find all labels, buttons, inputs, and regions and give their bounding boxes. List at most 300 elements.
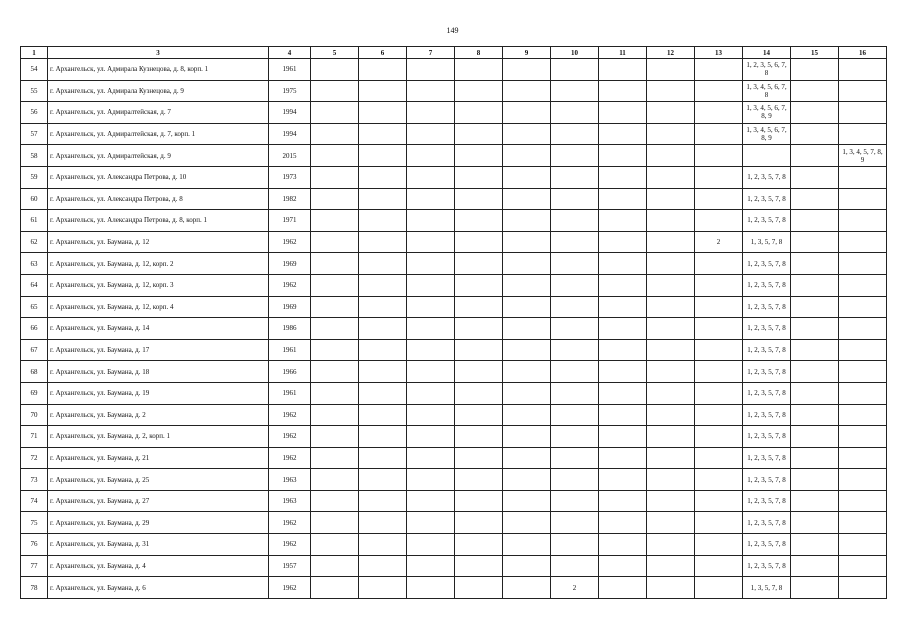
- cell-col-10: [551, 274, 599, 296]
- cell-col-15: [791, 296, 839, 318]
- cell-col-12: [647, 490, 695, 512]
- column-header-6: 6: [359, 47, 407, 59]
- cell-col-8: [455, 123, 503, 145]
- cell-col-6: [359, 469, 407, 491]
- cell-col-6: [359, 426, 407, 448]
- cell-col-16: [839, 577, 887, 599]
- column-header-16: 16: [839, 47, 887, 59]
- cell-col-11: [599, 426, 647, 448]
- cell-col-14: 1, 2, 3, 5, 7, 8: [743, 210, 791, 232]
- cell-row-number: 55: [21, 80, 48, 102]
- cell-col-6: [359, 296, 407, 318]
- cell-col-15: [791, 382, 839, 404]
- cell-col-13: [695, 577, 743, 599]
- cell-col-12: [647, 555, 695, 577]
- cell-col-11: [599, 339, 647, 361]
- cell-col-5: [311, 210, 359, 232]
- column-header-11: 11: [599, 47, 647, 59]
- cell-col-5: [311, 166, 359, 188]
- cell-col-11: [599, 80, 647, 102]
- cell-col-6: [359, 274, 407, 296]
- cell-col-9: [503, 145, 551, 167]
- cell-col-7: [407, 145, 455, 167]
- column-header-1: 1: [21, 47, 48, 59]
- cell-year: 1986: [269, 318, 311, 340]
- cell-col-13: 2: [695, 231, 743, 253]
- cell-col-12: [647, 166, 695, 188]
- cell-col-14: 1, 2, 3, 5, 7, 8: [743, 296, 791, 318]
- cell-col-16: [839, 469, 887, 491]
- cell-col-6: [359, 59, 407, 81]
- cell-col-12: [647, 123, 695, 145]
- cell-col-10: [551, 253, 599, 275]
- cell-col-12: [647, 296, 695, 318]
- cell-col-10: [551, 555, 599, 577]
- cell-col-10: [551, 231, 599, 253]
- cell-col-14: 1, 2, 3, 5, 7, 8: [743, 490, 791, 512]
- cell-col-15: [791, 426, 839, 448]
- cell-col-13: [695, 59, 743, 81]
- cell-col-14: 1, 2, 3, 5, 7, 8: [743, 534, 791, 556]
- cell-col-5: [311, 59, 359, 81]
- cell-col-6: [359, 102, 407, 124]
- cell-col-13: [695, 339, 743, 361]
- cell-col-5: [311, 361, 359, 383]
- cell-col-16: [839, 80, 887, 102]
- cell-address: г. Архангельск, ул. Адмиралтейская, д. 7, корп. 1: [48, 123, 269, 145]
- cell-col-12: [647, 447, 695, 469]
- cell-row-number: 65: [21, 296, 48, 318]
- cell-col-13: [695, 318, 743, 340]
- table-row: [21, 534, 887, 556]
- cell-col-8: [455, 59, 503, 81]
- cell-col-15: [791, 80, 839, 102]
- cell-col-11: [599, 188, 647, 210]
- cell-col-8: [455, 469, 503, 491]
- cell-col-8: [455, 577, 503, 599]
- cell-col-11: [599, 469, 647, 491]
- cell-col-16: [839, 490, 887, 512]
- cell-col-12: [647, 512, 695, 534]
- cell-col-9: [503, 210, 551, 232]
- cell-col-12: [647, 274, 695, 296]
- cell-col-6: [359, 318, 407, 340]
- table-row: [21, 490, 887, 512]
- table-row: [21, 253, 887, 275]
- cell-col-13: [695, 210, 743, 232]
- cell-col-13: [695, 123, 743, 145]
- cell-col-9: [503, 102, 551, 124]
- cell-col-15: [791, 102, 839, 124]
- cell-col-5: [311, 555, 359, 577]
- column-header-7: 7: [407, 47, 455, 59]
- cell-year: 2015: [269, 145, 311, 167]
- cell-col-10: [551, 296, 599, 318]
- cell-col-5: [311, 296, 359, 318]
- cell-col-7: [407, 577, 455, 599]
- cell-col-9: [503, 447, 551, 469]
- cell-col-10: [551, 210, 599, 232]
- cell-col-12: [647, 102, 695, 124]
- cell-col-15: [791, 512, 839, 534]
- cell-col-7: [407, 404, 455, 426]
- cell-col-5: [311, 382, 359, 404]
- cell-row-number: 76: [21, 534, 48, 556]
- column-header-14: 14: [743, 47, 791, 59]
- cell-col-15: [791, 339, 839, 361]
- table-row: [21, 404, 887, 426]
- cell-col-12: [647, 188, 695, 210]
- cell-year: 1994: [269, 102, 311, 124]
- cell-address: г. Архангельск, ул. Баумана, д. 14: [48, 318, 269, 340]
- cell-col-13: [695, 296, 743, 318]
- cell-address: г. Архангельск, ул. Александра Петрова, д. 8: [48, 188, 269, 210]
- cell-col-9: [503, 555, 551, 577]
- cell-col-14: 1, 2, 3, 5, 7, 8: [743, 404, 791, 426]
- cell-col-15: [791, 447, 839, 469]
- cell-col-7: [407, 210, 455, 232]
- cell-col-12: [647, 534, 695, 556]
- cell-col-14: 1, 2, 3, 5, 6, 7, 8: [743, 59, 791, 81]
- table-row: [21, 123, 887, 145]
- cell-col-16: [839, 512, 887, 534]
- cell-col-9: [503, 274, 551, 296]
- cell-col-10: [551, 59, 599, 81]
- cell-col-6: [359, 361, 407, 383]
- cell-year: 1962: [269, 512, 311, 534]
- cell-col-13: [695, 555, 743, 577]
- table-row: [21, 555, 887, 577]
- cell-col-9: [503, 339, 551, 361]
- cell-col-10: [551, 80, 599, 102]
- table-row: [21, 166, 887, 188]
- table-row: [21, 102, 887, 124]
- cell-col-8: [455, 210, 503, 232]
- cell-address: г. Архангельск, ул. Александра Петрова, д. 8, корп. 1: [48, 210, 269, 232]
- cell-col-12: [647, 210, 695, 232]
- cell-col-9: [503, 231, 551, 253]
- cell-address: г. Архангельск, ул. Адмиралтейская, д. 7: [48, 102, 269, 124]
- cell-year: 1969: [269, 296, 311, 318]
- cell-col-9: [503, 404, 551, 426]
- column-header-3: 3: [48, 47, 269, 59]
- cell-col-11: [599, 447, 647, 469]
- cell-col-7: [407, 274, 455, 296]
- cell-year: 1961: [269, 59, 311, 81]
- cell-row-number: 72: [21, 447, 48, 469]
- cell-col-7: [407, 469, 455, 491]
- table-row: [21, 339, 887, 361]
- cell-year: 1957: [269, 555, 311, 577]
- cell-col-5: [311, 490, 359, 512]
- cell-col-5: [311, 188, 359, 210]
- cell-col-8: [455, 426, 503, 448]
- cell-address: г. Архангельск, ул. Баумана, д. 2: [48, 404, 269, 426]
- cell-year: 1975: [269, 80, 311, 102]
- cell-col-10: [551, 339, 599, 361]
- cell-col-6: [359, 210, 407, 232]
- cell-col-14: 1, 2, 3, 5, 7, 8: [743, 447, 791, 469]
- cell-col-10: [551, 145, 599, 167]
- cell-col-16: [839, 210, 887, 232]
- cell-col-11: [599, 253, 647, 275]
- cell-col-6: [359, 339, 407, 361]
- cell-col-7: [407, 534, 455, 556]
- cell-col-14: 1, 2, 3, 5, 7, 8: [743, 339, 791, 361]
- cell-col-16: [839, 382, 887, 404]
- cell-col-6: [359, 188, 407, 210]
- cell-col-15: [791, 253, 839, 275]
- cell-col-10: [551, 469, 599, 491]
- column-header-12: 12: [647, 47, 695, 59]
- cell-year: 1962: [269, 426, 311, 448]
- cell-address: г. Архангельск, ул. Адмиралтейская, д. 9: [48, 145, 269, 167]
- cell-col-9: [503, 534, 551, 556]
- cell-col-7: [407, 447, 455, 469]
- cell-col-5: [311, 447, 359, 469]
- table-body: [21, 59, 887, 599]
- cell-col-16: [839, 447, 887, 469]
- table-row: [21, 577, 887, 599]
- cell-row-number: 68: [21, 361, 48, 383]
- cell-col-9: [503, 123, 551, 145]
- cell-col-10: [551, 512, 599, 534]
- cell-col-11: [599, 555, 647, 577]
- cell-year: 1962: [269, 274, 311, 296]
- cell-col-12: [647, 231, 695, 253]
- cell-col-9: [503, 490, 551, 512]
- cell-col-9: [503, 166, 551, 188]
- cell-col-5: [311, 577, 359, 599]
- cell-col-16: [839, 253, 887, 275]
- cell-col-8: [455, 231, 503, 253]
- cell-year: 1966: [269, 361, 311, 383]
- cell-col-9: [503, 361, 551, 383]
- cell-col-12: [647, 382, 695, 404]
- cell-col-15: [791, 188, 839, 210]
- cell-col-8: [455, 188, 503, 210]
- cell-col-14: 1, 2, 3, 5, 7, 8: [743, 361, 791, 383]
- cell-col-15: [791, 404, 839, 426]
- cell-col-12: [647, 59, 695, 81]
- cell-col-13: [695, 102, 743, 124]
- column-header-5: 5: [311, 47, 359, 59]
- cell-col-13: [695, 469, 743, 491]
- cell-col-16: [839, 123, 887, 145]
- cell-row-number: 69: [21, 382, 48, 404]
- cell-col-14: 1, 2, 3, 5, 7, 8: [743, 318, 791, 340]
- cell-col-15: [791, 361, 839, 383]
- cell-row-number: 62: [21, 231, 48, 253]
- cell-col-14: 1, 2, 3, 5, 7, 8: [743, 555, 791, 577]
- cell-col-16: [839, 274, 887, 296]
- cell-col-11: [599, 296, 647, 318]
- cell-address: г. Архангельск, ул. Баумана, д. 6: [48, 577, 269, 599]
- table-row: [21, 361, 887, 383]
- cell-col-16: [839, 404, 887, 426]
- cell-col-8: [455, 490, 503, 512]
- cell-col-13: [695, 447, 743, 469]
- cell-col-14: 1, 2, 3, 5, 7, 8: [743, 188, 791, 210]
- cell-col-7: [407, 555, 455, 577]
- cell-col-8: [455, 339, 503, 361]
- cell-col-16: [839, 534, 887, 556]
- cell-col-7: [407, 512, 455, 534]
- cell-col-12: [647, 469, 695, 491]
- cell-col-14: 1, 2, 3, 5, 7, 8: [743, 469, 791, 491]
- cell-col-8: [455, 534, 503, 556]
- cell-col-13: [695, 490, 743, 512]
- cell-col-14: 1, 2, 3, 5, 7, 8: [743, 512, 791, 534]
- cell-col-5: [311, 253, 359, 275]
- cell-col-9: [503, 426, 551, 448]
- cell-col-7: [407, 80, 455, 102]
- cell-col-12: [647, 318, 695, 340]
- cell-address: г. Архангельск, ул. Баумана, д. 29: [48, 512, 269, 534]
- cell-row-number: 64: [21, 274, 48, 296]
- cell-col-13: [695, 253, 743, 275]
- table-row: [21, 188, 887, 210]
- cell-row-number: 75: [21, 512, 48, 534]
- cell-address: г. Архангельск, ул. Баумана, д. 12: [48, 231, 269, 253]
- cell-col-11: [599, 59, 647, 81]
- cell-row-number: 56: [21, 102, 48, 124]
- cell-col-6: [359, 490, 407, 512]
- cell-address: г. Архангельск, ул. Баумана, д. 2, корп. 1: [48, 426, 269, 448]
- cell-col-15: [791, 577, 839, 599]
- cell-col-7: [407, 318, 455, 340]
- cell-col-10: [551, 490, 599, 512]
- cell-col-8: [455, 382, 503, 404]
- cell-col-13: [695, 361, 743, 383]
- cell-col-16: [839, 426, 887, 448]
- cell-col-15: [791, 123, 839, 145]
- table-row: [21, 80, 887, 102]
- cell-col-9: [503, 59, 551, 81]
- cell-address: г. Архангельск, ул. Адмирала Кузнецова, д. 8, корп. 1: [48, 59, 269, 81]
- cell-col-9: [503, 577, 551, 599]
- cell-address: г. Архангельск, ул. Баумана, д. 12, корп. 3: [48, 274, 269, 296]
- cell-col-7: [407, 296, 455, 318]
- cell-year: 1962: [269, 231, 311, 253]
- cell-address: г. Архангельск, ул. Адмирала Кузнецова, д. 9: [48, 80, 269, 102]
- cell-col-9: [503, 253, 551, 275]
- cell-col-8: [455, 361, 503, 383]
- cell-col-12: [647, 361, 695, 383]
- cell-col-7: [407, 59, 455, 81]
- cell-col-11: [599, 318, 647, 340]
- cell-col-6: [359, 555, 407, 577]
- cell-col-16: [839, 59, 887, 81]
- cell-col-13: [695, 534, 743, 556]
- cell-year: 1962: [269, 577, 311, 599]
- cell-col-5: [311, 123, 359, 145]
- cell-row-number: 63: [21, 253, 48, 275]
- cell-col-6: [359, 447, 407, 469]
- cell-col-7: [407, 382, 455, 404]
- cell-col-5: [311, 534, 359, 556]
- cell-row-number: 73: [21, 469, 48, 491]
- cell-col-6: [359, 123, 407, 145]
- cell-col-10: [551, 188, 599, 210]
- table-row: [21, 512, 887, 534]
- cell-col-8: [455, 512, 503, 534]
- cell-col-12: [647, 426, 695, 448]
- cell-col-12: [647, 577, 695, 599]
- cell-address: г. Архангельск, ул. Баумана, д. 12, корп. 4: [48, 296, 269, 318]
- cell-col-15: [791, 490, 839, 512]
- cell-col-16: [839, 188, 887, 210]
- table-row: [21, 210, 887, 232]
- cell-col-15: [791, 145, 839, 167]
- cell-col-14: 1, 2, 3, 5, 7, 8: [743, 274, 791, 296]
- column-header-13: 13: [695, 47, 743, 59]
- cell-col-8: [455, 447, 503, 469]
- column-header-9: 9: [503, 47, 551, 59]
- table-row: [21, 296, 887, 318]
- cell-col-11: [599, 274, 647, 296]
- cell-col-6: [359, 512, 407, 534]
- cell-row-number: 57: [21, 123, 48, 145]
- header-row: [21, 47, 887, 59]
- cell-col-10: [551, 382, 599, 404]
- cell-year: 1994: [269, 123, 311, 145]
- cell-col-6: [359, 404, 407, 426]
- cell-col-7: [407, 339, 455, 361]
- cell-col-14: 1, 2, 3, 5, 7, 8: [743, 166, 791, 188]
- table-row: [21, 59, 887, 81]
- cell-col-15: [791, 210, 839, 232]
- cell-col-10: [551, 123, 599, 145]
- cell-col-7: [407, 253, 455, 275]
- cell-col-8: [455, 80, 503, 102]
- cell-col-11: [599, 361, 647, 383]
- cell-col-13: [695, 426, 743, 448]
- cell-col-8: [455, 555, 503, 577]
- cell-row-number: 60: [21, 188, 48, 210]
- cell-col-14: 1, 3, 5, 7, 8: [743, 231, 791, 253]
- cell-col-8: [455, 145, 503, 167]
- cell-col-13: [695, 512, 743, 534]
- cell-col-14: 1, 2, 3, 5, 7, 8: [743, 426, 791, 448]
- cell-address: г. Архангельск, ул. Баумана, д. 27: [48, 490, 269, 512]
- cell-col-11: [599, 512, 647, 534]
- cell-col-5: [311, 512, 359, 534]
- cell-row-number: 71: [21, 426, 48, 448]
- cell-row-number: 59: [21, 166, 48, 188]
- cell-year: 1973: [269, 166, 311, 188]
- cell-col-9: [503, 80, 551, 102]
- cell-col-9: [503, 512, 551, 534]
- cell-row-number: 61: [21, 210, 48, 232]
- table-row: [21, 447, 887, 469]
- cell-col-7: [407, 123, 455, 145]
- cell-col-7: [407, 231, 455, 253]
- cell-col-9: [503, 382, 551, 404]
- cell-col-5: [311, 274, 359, 296]
- cell-col-14: 1, 3, 4, 5, 6, 7, 8, 9: [743, 102, 791, 124]
- cell-address: г. Архангельск, ул. Баумана, д. 12, корп. 2: [48, 253, 269, 275]
- column-header-15: 15: [791, 47, 839, 59]
- cell-col-11: [599, 577, 647, 599]
- cell-col-11: [599, 102, 647, 124]
- cell-col-8: [455, 166, 503, 188]
- cell-row-number: 77: [21, 555, 48, 577]
- cell-col-6: [359, 80, 407, 102]
- cell-year: 1961: [269, 382, 311, 404]
- column-header-8: 8: [455, 47, 503, 59]
- cell-col-6: [359, 253, 407, 275]
